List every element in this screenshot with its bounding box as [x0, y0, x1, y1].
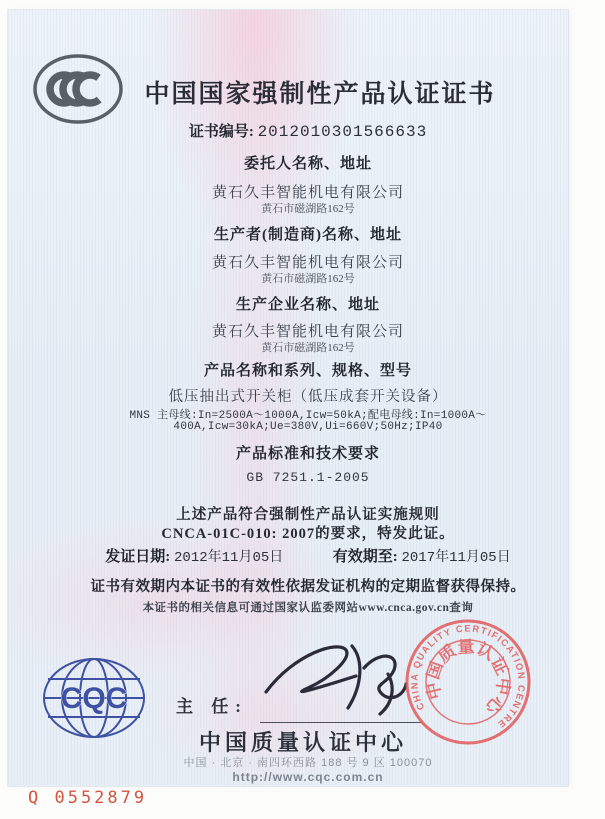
certificate-number-value: 2012010301566633 [257, 123, 428, 141]
applicant-label: 委托人名称、地址 [243, 156, 372, 172]
manufacturer-name: 黄石久丰智能机电有限公司 [211, 255, 404, 271]
issue-date-label: 发证日期: [105, 549, 171, 565]
certificate-paper [8, 10, 568, 786]
manufacturer-label: 生产者(制造商)名称、地址 [214, 227, 402, 243]
cqc-logo-icon [40, 655, 148, 748]
issue-date-value: 2012年11月05日 [174, 550, 284, 566]
cqc-logo-text: CQC [60, 682, 128, 715]
expiry-date-label: 有效期至: [332, 549, 398, 565]
product-name: 低压抽出式开关柜（低压成套开关设备） [168, 389, 448, 405]
product-spec-line1: MNS 主母线:In=2500A～1000A,Icw=50kA;配电母线:In=1000A～ [129, 410, 487, 422]
certificate-title: 中国国家强制性产品认证证书 [144, 81, 496, 108]
statement-line2: CNCA-01C-010: 2007的要求，特发此证。 [161, 526, 455, 542]
stamp-ring-text: CHINA QUALITY CERTIFICATION CENTRE [409, 623, 527, 731]
manufacturer-address: 黄石市磁湖路162号 [261, 273, 355, 285]
info-note: 本证书的相关信息可通过国家认监委网站www.cnca.gov.cn查询 [142, 602, 474, 614]
factory-address: 黄石市磁湖路162号 [261, 342, 355, 354]
stamp-inner-text: 中国质量认证中心 [422, 636, 514, 718]
certificate-number-row [48, 120, 568, 141]
cqc-seal-stamp [396, 610, 540, 759]
issuer-website: http://www.cqc.com.cn [232, 770, 384, 784]
dates-row [48, 545, 568, 566]
validity-note: 证书有效期内本证书的有效性依据发证机构的定期监督获得保持。 [90, 579, 526, 595]
director-label: 主 任: [176, 697, 248, 716]
issuer-address: 中国 · 北京 · 南四环西路 188 号 9 区 100070 [183, 757, 433, 769]
applicant-name: 黄石久丰智能机电有限公司 [211, 185, 404, 201]
statement-line1: 上述产品符合强制性产品认证实施规则 [176, 507, 440, 523]
form-serial-number: Q 0552879 [28, 788, 148, 808]
expiry-date-value: 2017年11月05日 [401, 550, 511, 566]
factory-name: 黄石久丰智能机电有限公司 [211, 324, 404, 340]
issuer-name: 中国质量认证中心 [198, 730, 407, 755]
standard-value: GB 7251.1-2005 [246, 470, 370, 485]
applicant-address: 黄石市磁湖路162号 [261, 203, 355, 215]
factory-label: 生产企业名称、地址 [235, 297, 380, 313]
certificate-number-label: 证书编号: [188, 124, 254, 140]
product-label: 产品名称和系列、规格、型号 [203, 363, 412, 379]
standard-label: 产品标准和技术要求 [235, 446, 380, 462]
product-spec-line2: 400A,Icw=30kA;Ue=380V,Ui=660V;50Hz;IP40 [173, 421, 443, 433]
